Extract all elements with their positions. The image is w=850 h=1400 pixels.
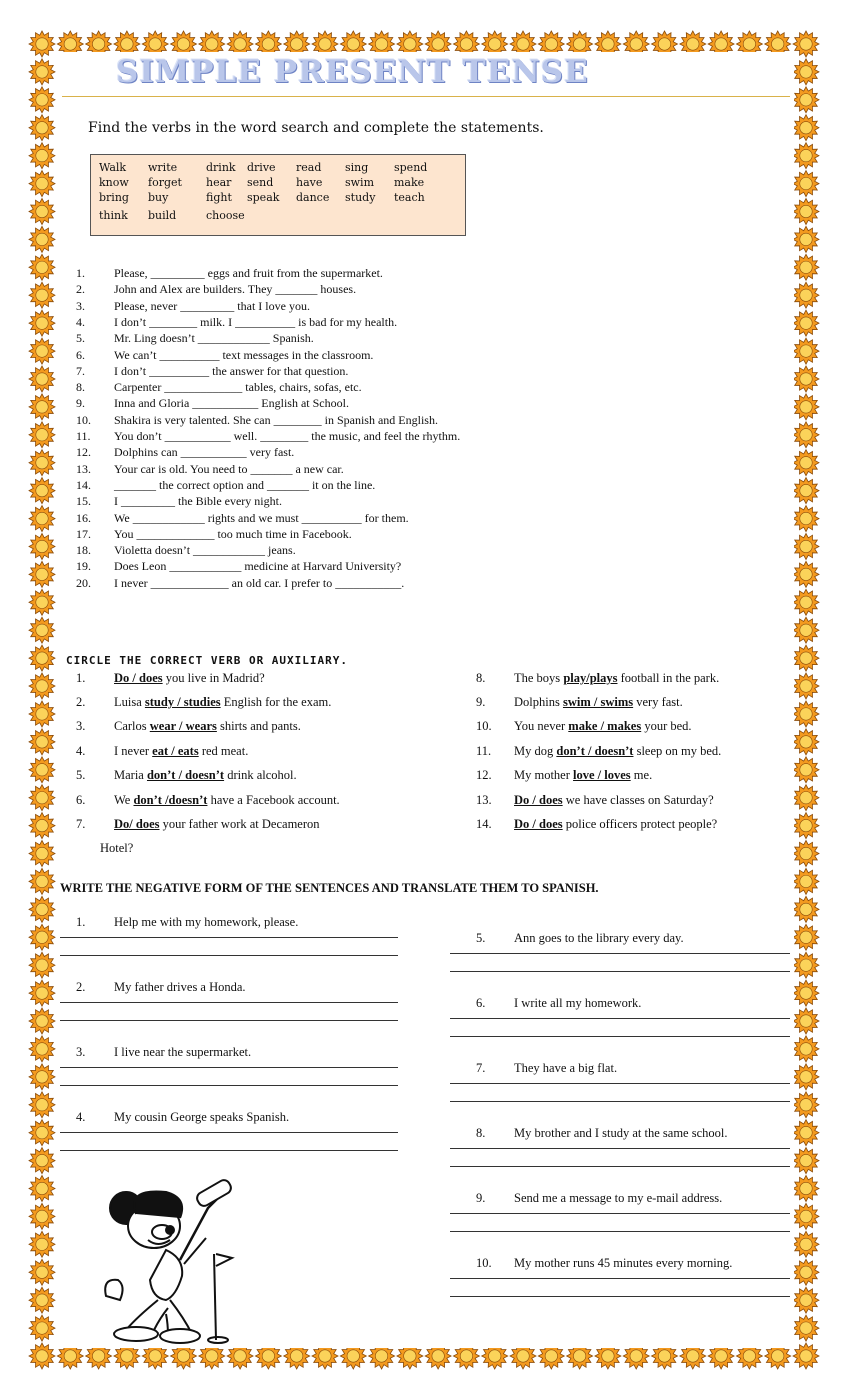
- sun-icon: [29, 980, 55, 1006]
- answer-line[interactable]: [60, 1067, 398, 1068]
- sun-icon: [29, 171, 55, 197]
- item-number: 13.: [76, 461, 91, 476]
- item-number: 1.: [76, 915, 86, 929]
- verb-options[interactable]: love / loves: [573, 768, 631, 782]
- sun-icon: [793, 980, 819, 1006]
- item-number: 10.: [476, 719, 492, 733]
- sun-icon: [793, 254, 819, 280]
- fill-in-sentence: I _________ the Bible every night.: [114, 494, 282, 509]
- mickey-golfer-illustration: [96, 1168, 246, 1346]
- sun-icon: [29, 701, 55, 727]
- sun-icon: [793, 506, 819, 532]
- sun-icon: [29, 1008, 55, 1034]
- sun-icon: [29, 282, 55, 308]
- circle-sentence: [114, 817, 320, 832]
- sun-icon: [29, 422, 55, 448]
- circle-sentence: [514, 719, 692, 734]
- circle-sentence: [114, 793, 340, 808]
- sentence-end: we have classes on Saturday?: [565, 793, 714, 807]
- sun-icon: [793, 896, 819, 922]
- word-bank-word: teach: [394, 191, 425, 204]
- item-number: 7.: [76, 363, 85, 378]
- word-bank-box: [90, 154, 466, 236]
- item-number: 14.: [476, 817, 492, 831]
- sun-icon: [29, 506, 55, 532]
- sentence-end: police officers protect people?: [565, 817, 718, 831]
- item-number: 2.: [76, 282, 85, 297]
- fill-in-sentence: I don’t __________ the answer for that question.: [114, 363, 349, 378]
- sun-icon: [29, 1287, 55, 1313]
- fill-in-sentence: Please, never _________ that I love you.: [114, 298, 310, 313]
- fill-in-sentence: Inna and Gloria ___________ English at School.: [114, 396, 349, 411]
- sun-icon: [29, 729, 55, 755]
- verb-options[interactable]: Do / does: [514, 793, 563, 807]
- item-number: 7.: [76, 817, 86, 831]
- word-bank-word: drink: [206, 161, 236, 174]
- negative-sentence-prompt: Help me with my homework, please.: [114, 915, 299, 929]
- sun-icon: [793, 757, 819, 783]
- sentence-start: Luisa: [114, 695, 142, 709]
- answer-line[interactable]: [60, 937, 398, 938]
- answer-line[interactable]: [450, 1231, 790, 1232]
- sentence-end: your bed.: [644, 719, 692, 733]
- word-bank-word: read: [296, 161, 322, 174]
- item-number: 17.: [76, 526, 91, 541]
- section-2-title: CIRCLE THE CORRECT VERB OR AUXILIARY.: [66, 654, 349, 667]
- sun-icon: [793, 701, 819, 727]
- item-number: 6.: [76, 347, 85, 362]
- sun-icon: [793, 1120, 819, 1146]
- word-bank-word: bring: [99, 191, 129, 204]
- item-number: 4.: [76, 744, 86, 758]
- word-bank-word: drive: [247, 161, 276, 174]
- sentence-end: very fast.: [636, 695, 683, 709]
- word-bank-word: Walk: [99, 161, 127, 174]
- sun-icon: [29, 1259, 55, 1285]
- sentence-continuation: Hotel?: [100, 841, 134, 855]
- item-number: 13.: [476, 793, 492, 807]
- sun-icon: [793, 422, 819, 448]
- item-number: 6.: [476, 996, 486, 1010]
- sun-icon: [29, 1315, 55, 1341]
- circle-sentence: [514, 744, 721, 759]
- circle-sentence: [114, 695, 331, 710]
- sun-icon: [793, 143, 819, 169]
- item-number: 2.: [76, 980, 86, 994]
- worksheet-title: SIMPLE PRESENT TENSE: [116, 54, 589, 90]
- sun-icon: [793, 87, 819, 113]
- answer-line[interactable]: [60, 1132, 398, 1133]
- answer-line[interactable]: [450, 1148, 790, 1149]
- word-bank-word: speak: [247, 191, 280, 204]
- sun-icon: [29, 310, 55, 336]
- fill-in-sentence: Does Leon ____________ medicine at Harvard University?: [114, 559, 402, 574]
- sun-icon: [793, 450, 819, 476]
- word-bank-word: know: [99, 176, 129, 189]
- sun-icon: [793, 924, 819, 950]
- sun-icon: [793, 171, 819, 197]
- sun-icon: [793, 785, 819, 811]
- sun-icon: [793, 729, 819, 755]
- sun-icon: [793, 1231, 819, 1257]
- item-number: 10.: [76, 412, 91, 427]
- sun-icon: [793, 841, 819, 867]
- item-number: 19.: [76, 559, 91, 574]
- sentence-end: red meat.: [201, 744, 249, 758]
- item-number: 10.: [476, 1256, 492, 1270]
- sun-icon: [793, 561, 819, 587]
- sentence-start: Carlos: [114, 719, 147, 733]
- sun-icon: [793, 1287, 819, 1313]
- sun-icon: [29, 59, 55, 85]
- verb-options[interactable]: wear / wears: [149, 719, 217, 733]
- verb-options[interactable]: play/plays: [563, 671, 618, 685]
- circle-sentence: [114, 768, 297, 783]
- sun-icon: [793, 617, 819, 643]
- sun-icon: [793, 1203, 819, 1229]
- sun-icon: [793, 673, 819, 699]
- sun-icon: [29, 952, 55, 978]
- negative-sentence-prompt: My mother runs 45 minutes every morning.: [514, 1256, 733, 1270]
- sun-icon: [29, 1203, 55, 1229]
- item-number: 9.: [476, 695, 486, 709]
- fill-in-sentence: Mr. Ling doesn’t ____________ Spanish.: [114, 331, 314, 346]
- word-bank-word: send: [247, 176, 274, 189]
- item-number: 9.: [76, 396, 85, 411]
- section-3-title: WRITE THE NEGATIVE FORM OF THE SENTENCES AND TRANSLATE THEM TO SPANISH.: [60, 881, 599, 895]
- negative-sentence-prompt: Send me a message to my e-mail address.: [514, 1191, 723, 1205]
- sun-icon: [793, 366, 819, 392]
- sentence-start: I never: [114, 744, 150, 758]
- sun-icon: [29, 1064, 55, 1090]
- sentence-end: sleep on my bed.: [636, 744, 722, 758]
- sun-icon: [29, 1036, 55, 1062]
- item-number: 3.: [76, 719, 86, 733]
- fill-in-sentence: We ____________ rights and we must __________ for them.: [114, 510, 409, 525]
- sentence-start: My mother: [514, 768, 570, 782]
- sun-icon: [793, 645, 819, 671]
- word-bank-word: fight: [206, 191, 232, 204]
- item-number: 5.: [76, 768, 86, 782]
- sun-icon: [793, 1148, 819, 1174]
- sun-icon: [29, 478, 55, 504]
- answer-line[interactable]: [60, 955, 398, 956]
- verb-options[interactable]: don’t / doesn’t: [556, 744, 634, 758]
- title-divider: [62, 96, 790, 97]
- negative-sentence-prompt: My father drives a Honda.: [114, 980, 246, 994]
- fill-in-sentence: Dolphins can ___________ very fast.: [114, 445, 295, 460]
- sun-icon: [29, 1176, 55, 1202]
- sun-icon: [793, 1064, 819, 1090]
- answer-line[interactable]: [450, 971, 790, 972]
- fill-in-sentence: We can’t __________ text messages in the classroom.: [114, 347, 374, 362]
- sun-icon: [29, 226, 55, 252]
- item-number: 12.: [476, 768, 492, 782]
- sun-icon: [793, 813, 819, 839]
- item-number: 3.: [76, 1045, 86, 1059]
- sun-icon: [29, 924, 55, 950]
- circle-sentence: [114, 671, 265, 686]
- item-number: 11.: [76, 429, 91, 443]
- verb-options[interactable]: study / studies: [144, 695, 221, 709]
- word-bank-word: hear: [206, 176, 232, 189]
- negative-sentence-prompt: They have a big flat.: [514, 1061, 618, 1075]
- item-number: 11.: [476, 744, 492, 758]
- word-bank-word: spend: [394, 161, 428, 174]
- item-number: 20.: [76, 575, 91, 590]
- sentence-start: We: [114, 793, 131, 807]
- instruction-text: Find the verbs in the word search and complete the statements.: [88, 120, 544, 136]
- sun-icon: [29, 645, 55, 671]
- fill-in-sentence: I don’t ________ milk. I __________ is bad for my health.: [114, 314, 398, 329]
- sun-icon: [793, 1259, 819, 1285]
- fill-in-sentence: John and Alex are builders. They _______ houses.: [114, 282, 357, 297]
- sun-icon: [793, 1343, 819, 1369]
- answer-line[interactable]: [60, 1150, 398, 1151]
- item-number: 8.: [476, 671, 486, 685]
- word-bank-word: study: [345, 191, 376, 204]
- word-bank-word: make: [394, 176, 425, 189]
- sun-icon: [793, 310, 819, 336]
- fill-in-sentence: Your car is old. You need to _______ a new car.: [114, 461, 344, 476]
- item-number: 4.: [76, 1110, 86, 1124]
- sentence-start: My dog: [514, 744, 554, 758]
- sentence-start: The boys: [514, 671, 561, 685]
- sun-icon: [29, 87, 55, 113]
- answer-line[interactable]: [450, 1213, 790, 1214]
- sentence-end: football in the park.: [620, 671, 720, 685]
- circle-sentence: [114, 719, 301, 734]
- fill-in-sentence: I never _____________ an old car. I prefer to ___________.: [114, 575, 405, 590]
- negative-sentence-prompt: Ann goes to the library every day.: [514, 931, 684, 945]
- verb-options[interactable]: make / makes: [568, 719, 642, 733]
- sun-icon: [29, 673, 55, 699]
- fill-in-sentence: Please, _________ eggs and fruit from the supermarket.: [114, 266, 383, 280]
- sentence-end: your father work at Decameron: [162, 817, 320, 831]
- sun-icon: [29, 1092, 55, 1118]
- item-number: 6.: [76, 793, 86, 807]
- item-number: 1.: [76, 671, 86, 685]
- answer-line[interactable]: [450, 1018, 790, 1019]
- circle-sentence: [514, 671, 719, 686]
- sun-icon: [29, 589, 55, 615]
- fill-in-sentence: Violetta doesn’t ____________ jeans.: [114, 543, 296, 558]
- sentence-end: shirts and pants.: [220, 719, 301, 733]
- answer-line[interactable]: [450, 1101, 790, 1102]
- sentence-end: English for the exam.: [223, 695, 332, 709]
- circle-sentence: [514, 793, 714, 808]
- item-number: 14.: [76, 477, 91, 492]
- sun-icon: [793, 199, 819, 225]
- sentence-start: Maria: [114, 768, 144, 782]
- circle-sentence: [514, 817, 717, 832]
- verb-options[interactable]: eat / eats: [152, 744, 199, 758]
- sun-icon: [793, 394, 819, 420]
- sun-icon: [29, 394, 55, 420]
- sentence-end: you live in Madrid?: [165, 671, 265, 685]
- sun-icon: [29, 450, 55, 476]
- item-number: 15.: [76, 494, 91, 509]
- circle-sentence: [514, 768, 652, 783]
- sun-icon: [793, 589, 819, 615]
- sun-icon: [29, 1148, 55, 1174]
- verb-options[interactable]: don’t /doesn’t: [133, 793, 208, 807]
- answer-line[interactable]: [450, 1166, 790, 1167]
- item-number: 9.: [476, 1191, 486, 1205]
- sun-icon: [793, 952, 819, 978]
- sentence-end: me.: [633, 768, 653, 782]
- item-number: 5.: [476, 931, 486, 945]
- negative-sentence-prompt: I write all my homework.: [514, 996, 642, 1010]
- circle-sentence: [514, 695, 683, 710]
- fill-in-sentence: Shakira is very talented. She can ________ in Spanish and English.: [114, 412, 438, 427]
- sun-icon: [793, 59, 819, 85]
- item-number: 3.: [76, 298, 85, 313]
- sun-icon: [793, 115, 819, 141]
- item-number: 12.: [76, 445, 91, 460]
- answer-line[interactable]: [450, 1083, 790, 1084]
- sun-icon: [29, 785, 55, 811]
- sun-icon: [29, 143, 55, 169]
- word-bank-word: build: [148, 209, 177, 222]
- sentence-end: have a Facebook account.: [210, 793, 340, 807]
- item-number: 18.: [76, 543, 91, 558]
- word-bank-word: think: [99, 209, 128, 222]
- verb-options[interactable]: don’t / doesn’t: [146, 768, 225, 782]
- fill-in-sentence: You _____________ too much time in Facebook.: [114, 526, 352, 541]
- word-bank-word: choose: [206, 209, 245, 222]
- fill-in-sentence: _______ the correct option and _______ it on the line.: [114, 477, 376, 492]
- verb-options[interactable]: Do / does: [114, 671, 163, 685]
- sun-icon: [793, 1315, 819, 1341]
- item-number: 16.: [76, 510, 91, 525]
- item-number: 8.: [76, 380, 85, 395]
- sun-icon: [29, 868, 55, 894]
- negative-sentence-prompt: My cousin George speaks Spanish.: [114, 1110, 290, 1124]
- sun-icon: [29, 813, 55, 839]
- word-bank-word: buy: [148, 191, 169, 204]
- negative-sentence-prompt: My brother and I study at the same school.: [514, 1126, 728, 1140]
- fill-in-sentence: You don’t ___________ well. ________ the music, and feel the rhythm.: [114, 429, 461, 443]
- verb-options[interactable]: Do / does: [514, 817, 563, 831]
- sun-icon: [29, 115, 55, 141]
- sun-icon: [29, 617, 55, 643]
- word-bank-word: have: [296, 176, 323, 189]
- sun-icon: [793, 282, 819, 308]
- word-bank-word: write: [148, 161, 178, 174]
- sentence-end: drink alcohol.: [227, 768, 297, 782]
- item-number: 1.: [76, 266, 85, 280]
- sun-icon: [29, 896, 55, 922]
- sun-icon: [29, 254, 55, 280]
- answer-line[interactable]: [450, 1296, 790, 1297]
- sun-icon: [793, 338, 819, 364]
- item-number: 8.: [476, 1126, 486, 1140]
- negative-sentence-prompt: I live near the supermarket.: [114, 1045, 252, 1059]
- sun-icon: [29, 31, 55, 57]
- sentence-start: You never: [514, 719, 566, 733]
- verb-options[interactable]: swim / swims: [562, 695, 634, 709]
- sun-icon: [29, 338, 55, 364]
- item-number: 5.: [76, 331, 85, 346]
- sun-icon: [29, 841, 55, 867]
- item-number: 7.: [476, 1061, 486, 1075]
- sun-icon: [29, 534, 55, 560]
- sun-icon: [29, 757, 55, 783]
- answer-line[interactable]: [60, 1020, 398, 1021]
- sun-icon: [29, 366, 55, 392]
- word-bank-word: swim: [345, 176, 375, 189]
- sun-icon: [29, 1120, 55, 1146]
- sentence-start: Dolphins: [514, 695, 560, 709]
- sun-icon: [793, 1092, 819, 1118]
- item-number: 4.: [76, 314, 85, 329]
- sun-icon: [793, 226, 819, 252]
- verb-options[interactable]: Do/ does: [114, 817, 160, 831]
- sun-icon: [793, 534, 819, 560]
- word-bank-word: forget: [148, 176, 182, 189]
- answer-line[interactable]: [60, 1002, 398, 1003]
- sun-icon: [29, 561, 55, 587]
- answer-line[interactable]: [450, 1278, 790, 1279]
- sun-icon: [793, 1036, 819, 1062]
- answer-line[interactable]: [450, 953, 790, 954]
- answer-line[interactable]: [450, 1036, 790, 1037]
- sun-icon: [793, 868, 819, 894]
- item-number: 2.: [76, 695, 86, 709]
- sun-icon: [29, 1231, 55, 1257]
- sun-icon: [29, 1343, 55, 1369]
- fill-in-sentence: Carpenter _____________ tables, chairs, sofas, etc.: [114, 380, 362, 395]
- sun-icon: [793, 1176, 819, 1202]
- sun-icon: [793, 31, 819, 57]
- sun-icon: [793, 1008, 819, 1034]
- word-bank-word: dance: [296, 191, 330, 204]
- sun-icon: [793, 478, 819, 504]
- sun-icon: [29, 199, 55, 225]
- circle-sentence: [114, 744, 248, 759]
- answer-line[interactable]: [60, 1085, 398, 1086]
- word-bank-word: sing: [345, 161, 369, 174]
